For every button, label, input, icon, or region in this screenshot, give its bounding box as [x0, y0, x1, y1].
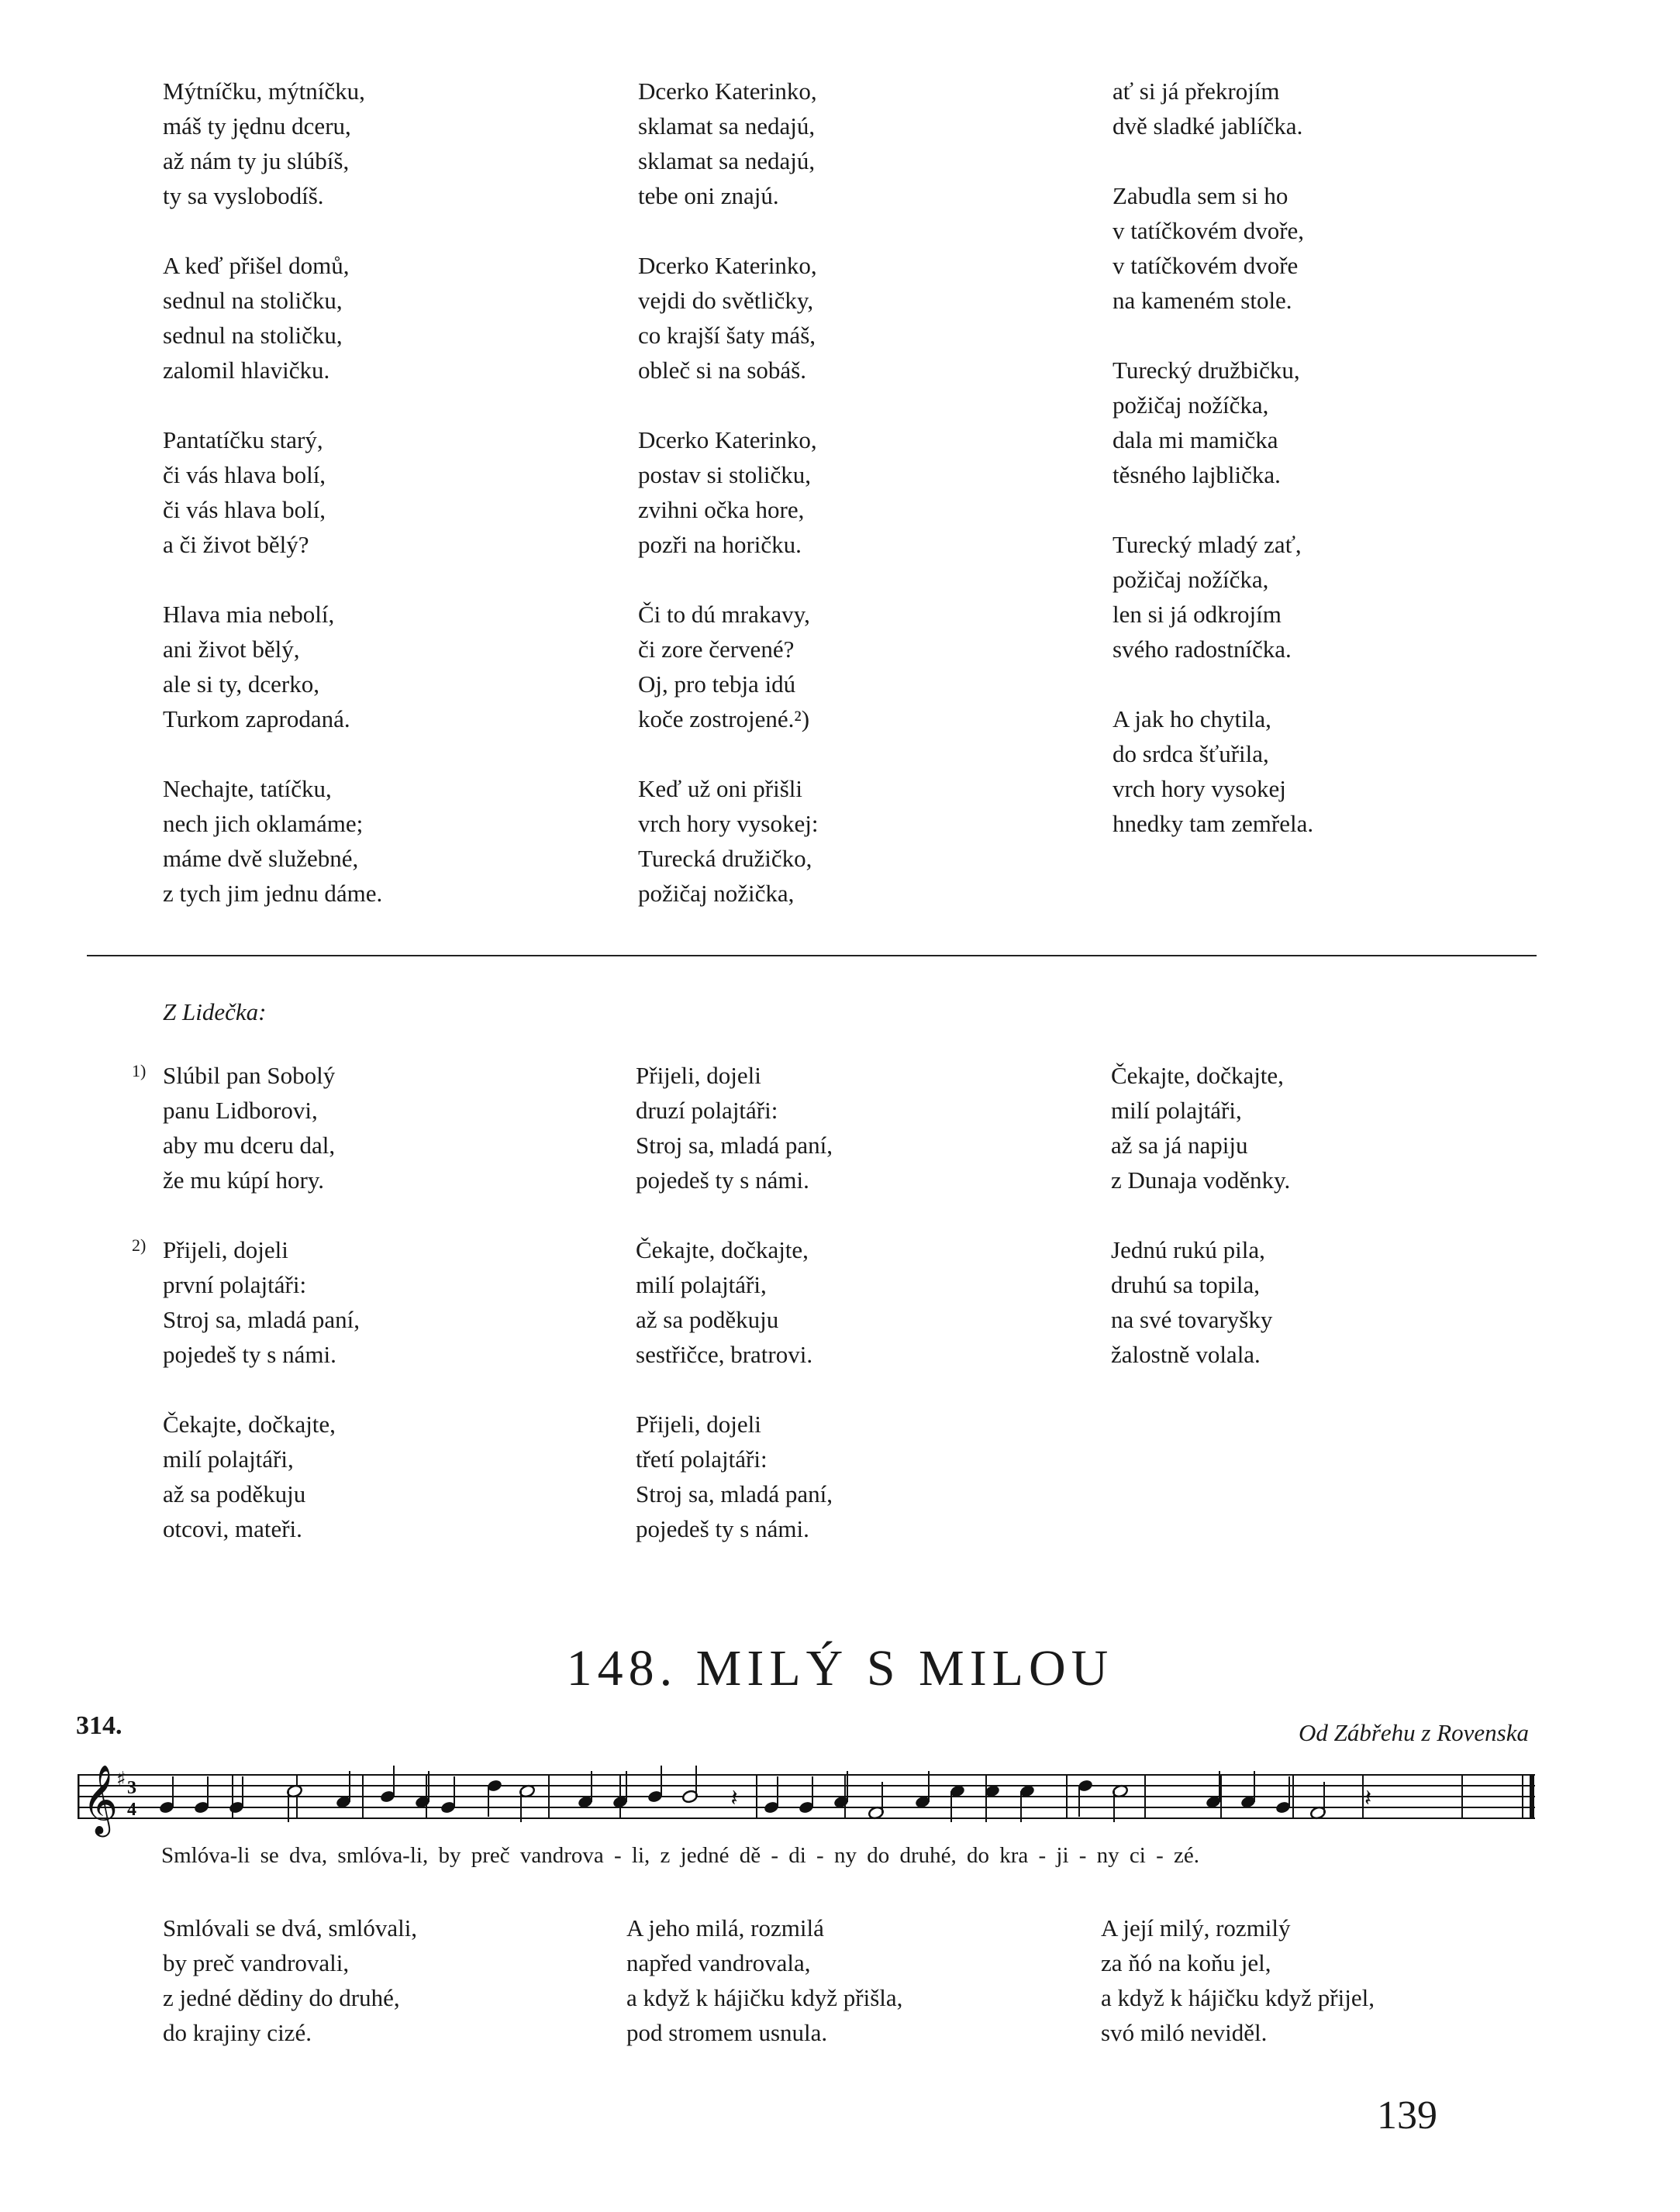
verse-line-text: a či život bělý? — [163, 531, 309, 558]
music-staff — [78, 1758, 1535, 1843]
verse-line — [1101, 1945, 1375, 1980]
verse-line — [636, 1058, 833, 1093]
verse-line-text: až sa já napiju — [1111, 1132, 1248, 1159]
verse-line — [636, 1337, 833, 1372]
verse-line — [638, 143, 818, 178]
verse-line — [1111, 1267, 1290, 1302]
stanza — [638, 597, 818, 736]
stanza — [1111, 1058, 1290, 1197]
verse-column-1 — [163, 74, 382, 946]
verse-line — [1113, 527, 1313, 562]
stanza — [1113, 527, 1313, 667]
stanza — [1101, 1911, 1375, 2050]
verse-line — [1113, 388, 1313, 422]
verse-line-text: těsného lajblička. — [1113, 461, 1281, 488]
verse-line-text: Nechajte, tatíčku, — [163, 775, 332, 802]
verse-line — [638, 876, 818, 911]
verse-line-text: Dcerko Katerinko, — [638, 426, 817, 453]
verse-line — [163, 527, 382, 562]
verse-line-text: pojedeš ty s námi. — [636, 1166, 809, 1194]
verse-line — [626, 1911, 902, 1945]
verse-line-text: Turecká družičko, — [638, 845, 812, 872]
verse-line-text: druzí polajtáři: — [636, 1097, 778, 1124]
verse-line — [636, 1267, 833, 1302]
verse-line-text: otcovi, mateři. — [163, 1515, 302, 1542]
verse-line — [163, 1442, 360, 1476]
verse-line-text: panu Lidborovi, — [163, 1097, 318, 1124]
verse-line-text: první polajtáři: — [163, 1271, 307, 1298]
verse-line — [1111, 1163, 1290, 1197]
verse-line-text: Stroj sa, mladá paní, — [636, 1480, 833, 1507]
verse-line-text: či vás hlava bolí, — [163, 496, 326, 523]
verse-line — [1113, 457, 1313, 492]
verse-line-text: Keď už oni přišli — [638, 775, 803, 802]
key-signature-sharp-icon — [116, 1768, 126, 1791]
verse-line-text: sklamat sa nedajú, — [638, 112, 816, 140]
verse-line — [636, 1511, 833, 1546]
page-number: 139 — [1377, 2093, 1437, 2138]
verse-line — [1113, 248, 1313, 283]
verse-line-text: koče zostrojené.²) — [638, 705, 810, 732]
verse-line — [636, 1093, 833, 1128]
verse-line — [163, 457, 382, 492]
section-divider — [87, 955, 1537, 956]
verse-line-text: a když k hájičku když přišla, — [626, 1984, 903, 2011]
verse-line — [1111, 1058, 1290, 1093]
verse-line-text: Hlava mia nebolí, — [163, 601, 335, 628]
song-origin: Od Zábřehu z Rovenska — [1298, 1719, 1529, 1746]
song-verse-column-2 — [626, 1911, 902, 2085]
verse-line — [1113, 422, 1313, 457]
song-title: 148. MILÝ S MILOU — [566, 1640, 1114, 1697]
verse-line-text: svó miló neviděl. — [1101, 2019, 1268, 2046]
verse-line-text: Čekajte, dočkajte, — [1111, 1062, 1284, 1089]
verse-line — [638, 318, 818, 353]
song-verse-column-1 — [163, 1911, 417, 2085]
verse-line-text: Dcerko Katerinko, — [638, 252, 817, 279]
verse-line-text: požičaj nožíčka, — [1113, 566, 1269, 593]
verse-line-text: ani život bělý, — [163, 636, 300, 663]
verse-line — [1111, 1232, 1290, 1267]
verse-line-text: či zore červené? — [638, 636, 795, 663]
verse-line-text: Čekajte, dočkajte, — [636, 1236, 809, 1263]
verse-line — [1113, 109, 1313, 143]
verse-line — [163, 701, 382, 736]
verse-line-text: Či to dú mrakavy, — [638, 601, 810, 628]
verse-line-text: napřed vandrovala, — [626, 1949, 811, 1976]
verse-line-text: A jeho milá, rozmilá — [626, 1914, 824, 1942]
svg-text:𝄽: 𝄽 — [1364, 1785, 1372, 1812]
stanza — [638, 771, 818, 911]
verse-line-text: na své tovaryšky — [1111, 1306, 1273, 1333]
stanza — [163, 771, 382, 911]
verse-line-text: milí polajtáři, — [1111, 1097, 1242, 1124]
verse-line — [1111, 1337, 1290, 1372]
verse-line — [1113, 74, 1313, 109]
verse-line — [163, 109, 382, 143]
verse-line-text: obleč si na sobáš. — [638, 357, 806, 384]
verse-line — [1111, 1128, 1290, 1163]
verse-line-text: pozři na horičku. — [638, 531, 802, 558]
verse-line-text: Slúbil pan Sobolý — [163, 1062, 336, 1089]
verse-line-text: třetí polajtáři: — [636, 1445, 768, 1473]
verse-line-text: Stroj sa, mladá paní, — [163, 1306, 360, 1333]
verse-line — [1101, 1911, 1375, 1945]
verse-line — [638, 74, 818, 109]
verse-line — [1113, 806, 1313, 841]
stanza — [626, 1911, 902, 2050]
verse-line-text: z Dunaja voděnky. — [1111, 1166, 1291, 1194]
verse-line-text: ať si já překrojím — [1113, 78, 1280, 105]
verse-line — [163, 1476, 360, 1511]
verse-line — [1113, 213, 1313, 248]
svg-text:3: 3 — [127, 1778, 136, 1798]
stanza — [1113, 74, 1313, 143]
verse-line — [1113, 701, 1313, 736]
verse-line-text: Stroj sa, mladá paní, — [636, 1132, 833, 1159]
verse-line — [1113, 771, 1313, 806]
verse-column-2 — [638, 74, 818, 946]
verse-line — [163, 667, 382, 701]
stanza — [163, 422, 382, 562]
footnote-marker: 1) — [132, 1061, 147, 1080]
svg-text:𝄽: 𝄽 — [730, 1785, 738, 1812]
verse-line — [163, 806, 382, 841]
verse-line-text: dala mi mamička — [1113, 426, 1278, 453]
verse-line — [638, 632, 818, 667]
song-lyric-underlay: Smlóva-li se dva, smlóva-li, by preč vandrova - li, z jedné dě - di - ny do druhé, do kra - ji - ny ci - zé. — [161, 1843, 1200, 1868]
verse-line-text: len si já odkrojím — [1113, 601, 1282, 628]
verse-line — [163, 353, 382, 388]
verse-line — [638, 109, 818, 143]
verse-line — [163, 2015, 417, 2050]
verse-line — [132, 1232, 360, 1267]
stanza — [1113, 701, 1313, 841]
verse-line — [626, 2015, 902, 2050]
verse-line-text: A její milý, rozmilý — [1101, 1914, 1291, 1942]
verse-line-text: žalostně volala. — [1111, 1341, 1261, 1368]
verse-line — [1111, 1302, 1290, 1337]
stanza — [638, 422, 818, 562]
verse-line-text: Oj, pro tebja idú — [638, 670, 796, 698]
stanza — [636, 1232, 833, 1372]
stanza — [163, 248, 382, 388]
verse-line — [638, 841, 818, 876]
verse-line-text: až sa poděkuju — [163, 1480, 306, 1507]
verse-line-text: Turecký družbičku, — [1113, 357, 1300, 384]
footnote-marker: 2) — [132, 1235, 147, 1255]
verse-line-text: nech jich oklamáme; — [163, 810, 364, 837]
verse-line — [638, 597, 818, 632]
verse-line — [638, 771, 818, 806]
verse-line — [163, 771, 382, 806]
verse-line-text: sednul na stoličku, — [163, 287, 343, 314]
verse-line — [1113, 736, 1313, 771]
footnote-column-3 — [1111, 1058, 1290, 1407]
verse-line — [163, 1511, 360, 1546]
verse-line-text: na kameném stole. — [1113, 287, 1292, 314]
verse-line — [163, 1302, 360, 1337]
verse-line-text: Přijeli, dojeli — [163, 1236, 288, 1263]
verse-line-text: Čekajte, dočkajte, — [163, 1411, 336, 1438]
verse-line-text: že mu kúpí hory. — [163, 1166, 325, 1194]
verse-line — [1111, 1093, 1290, 1128]
verse-line — [163, 1945, 417, 1980]
verse-line — [163, 422, 382, 457]
verse-line — [638, 248, 818, 283]
verse-line — [1113, 353, 1313, 388]
verse-line-text: ale si ty, dcerko, — [163, 670, 319, 698]
verse-line-text: z jedné dědiny do druhé, — [163, 1984, 400, 2011]
verse-line-text: Pantatíčku starý, — [163, 426, 323, 453]
verse-line — [638, 701, 818, 736]
verse-line-text: by preč vandrovali, — [163, 1949, 350, 1976]
stanza — [163, 1911, 417, 2050]
stanza — [636, 1407, 833, 1546]
stanza — [163, 1407, 360, 1546]
verse-line-text: Turkom zaprodaná. — [163, 705, 350, 732]
verse-line-text: či vás hlava bolí, — [163, 461, 326, 488]
verse-line — [1101, 1980, 1375, 2015]
svg-text:4: 4 — [127, 1800, 136, 1820]
verse-line — [638, 457, 818, 492]
verse-line-text: milí polajtáři, — [636, 1271, 767, 1298]
verse-line-text: sestřičce, bratrovi. — [636, 1341, 813, 1368]
verse-line — [638, 492, 818, 527]
verse-line — [636, 1302, 833, 1337]
verse-line-text: máš ty jędnu dceru, — [163, 112, 351, 140]
verse-line-text: požičaj nožíčka, — [1113, 391, 1269, 419]
verse-line-text: A keď přišel domů, — [163, 252, 350, 279]
verse-line — [636, 1407, 833, 1442]
verse-line — [163, 1128, 360, 1163]
verse-line-text: zvihni očka hore, — [638, 496, 805, 523]
verse-line — [626, 1945, 902, 1980]
verse-line-text: pojedeš ty s námi. — [163, 1341, 336, 1368]
verse-line — [163, 492, 382, 527]
verse-line — [636, 1442, 833, 1476]
footnote-column-2 — [636, 1058, 833, 1581]
verse-line — [638, 178, 818, 213]
verse-line-text: z tych jim jednu dáme. — [163, 880, 383, 907]
verse-line — [1113, 283, 1313, 318]
verse-line-text: Zabudla sem si ho — [1113, 182, 1288, 209]
verse-line-text: ty sa vyslobodíš. — [163, 182, 324, 209]
verse-line — [163, 1407, 360, 1442]
footnote-source: Z Lidečka: — [163, 998, 267, 1025]
stanza — [132, 1232, 360, 1372]
verse-line-text: Jednú rukú pila, — [1111, 1236, 1265, 1263]
verse-line-text: do krajiny cizé. — [163, 2019, 312, 2046]
song-verse-column-3 — [1101, 1911, 1375, 2085]
verse-line-text: Smlóvali se dvá, smlóvali, — [163, 1914, 418, 1942]
verse-line — [638, 283, 818, 318]
stanza — [636, 1058, 833, 1197]
verse-line — [1113, 597, 1313, 632]
verse-line-text: hnedky tam zemřela. — [1113, 810, 1314, 837]
verse-line — [1113, 562, 1313, 597]
verse-line — [163, 143, 382, 178]
verse-line — [636, 1232, 833, 1267]
verse-line-text: až nám ty ju slúbíš, — [163, 147, 350, 174]
verse-line-text: dvě sladké jablíčka. — [1113, 112, 1303, 140]
verse-line — [163, 318, 382, 353]
verse-line — [163, 1093, 360, 1128]
verse-column-3 — [1113, 74, 1313, 876]
verse-line — [163, 632, 382, 667]
verse-line — [1113, 632, 1313, 667]
verse-line-text: Přijeli, dojeli — [636, 1062, 761, 1089]
verse-line — [163, 841, 382, 876]
verse-line — [163, 1980, 417, 2015]
verse-line-text: máme dvě služebné, — [163, 845, 359, 872]
stanza — [163, 597, 382, 736]
song-number: 314. — [76, 1711, 122, 1740]
stanza — [1113, 353, 1313, 492]
verse-line-text: aby mu dceru dal, — [163, 1132, 336, 1159]
verse-line — [636, 1163, 833, 1197]
footnote-column-1 — [132, 1058, 360, 1581]
verse-line-text: Dcerko Katerinko, — [638, 78, 817, 105]
verse-line-text: v tatíčkovém dvoře, — [1113, 217, 1305, 244]
verse-line-text: Mýtníčku, mýtníčku, — [163, 78, 365, 105]
verse-line — [163, 283, 382, 318]
verse-line — [626, 1980, 902, 2015]
verse-line-text: svého radostníčka. — [1113, 636, 1292, 663]
verse-line — [163, 1267, 360, 1302]
verse-line — [163, 1337, 360, 1372]
svg-text:♯: ♯ — [116, 1768, 126, 1791]
verse-line-text: Přijeli, dojeli — [636, 1411, 761, 1438]
verse-line-text: v tatíčkovém dvoře — [1113, 252, 1299, 279]
verse-line-text: sednul na stoličku, — [163, 322, 343, 349]
verse-line-text: postav si stoličku, — [638, 461, 812, 488]
verse-line — [638, 527, 818, 562]
verse-line-text: druhú sa topila, — [1111, 1271, 1260, 1298]
verse-line-text: vejdi do světličky, — [638, 287, 814, 314]
verse-line — [638, 422, 818, 457]
stanza — [163, 74, 382, 213]
verse-line — [132, 1058, 360, 1093]
verse-line-text: zalomil hlavičku. — [163, 357, 330, 384]
verse-line-text: sklamat sa nedajú, — [638, 147, 816, 174]
time-signature — [127, 1778, 136, 1820]
verse-line-text: za ňó na koňu jel, — [1101, 1949, 1271, 1976]
verse-line — [163, 876, 382, 911]
stanza — [132, 1058, 360, 1197]
verse-line-text: vrch hory vysokej: — [638, 810, 819, 837]
verse-line-text: milí polajtáři, — [163, 1445, 294, 1473]
verse-line-text: co krajší šaty máš, — [638, 322, 816, 349]
verse-line-text: pod stromem usnula. — [626, 2019, 828, 2046]
stanza — [1113, 178, 1313, 318]
verse-line — [163, 74, 382, 109]
svg-text:𝄞: 𝄞 — [82, 1765, 119, 1835]
verse-line-text: tebe oni znajú. — [638, 182, 779, 209]
verse-line — [638, 667, 818, 701]
stanza — [638, 248, 818, 388]
treble-clef-icon — [82, 1765, 118, 1838]
verse-line — [163, 1163, 360, 1197]
verse-line-text: Turecký mladý zať, — [1113, 531, 1302, 558]
stanza — [638, 74, 818, 213]
verse-line — [636, 1476, 833, 1511]
verse-line — [163, 597, 382, 632]
verse-line — [1113, 178, 1313, 213]
verse-line — [1101, 2015, 1375, 2050]
verse-line — [163, 1911, 417, 1945]
verse-line-text: A jak ho chytila, — [1113, 705, 1271, 732]
verse-line-text: do srdca šťuřila, — [1113, 740, 1269, 767]
verse-line — [636, 1128, 833, 1163]
verse-line — [163, 178, 382, 213]
verse-line-text: až sa poděkuju — [636, 1306, 779, 1333]
verse-line-text: pojedeš ty s námi. — [636, 1515, 809, 1542]
stanza — [1111, 1232, 1290, 1372]
verse-line-text: a když k hájičku když přijel, — [1101, 1984, 1375, 2011]
verse-line-text: vrch hory vysokej — [1113, 775, 1286, 802]
verse-line-text: požičaj nožička, — [638, 880, 795, 907]
verse-line — [638, 806, 818, 841]
verse-line — [638, 353, 818, 388]
verse-line — [163, 248, 382, 283]
